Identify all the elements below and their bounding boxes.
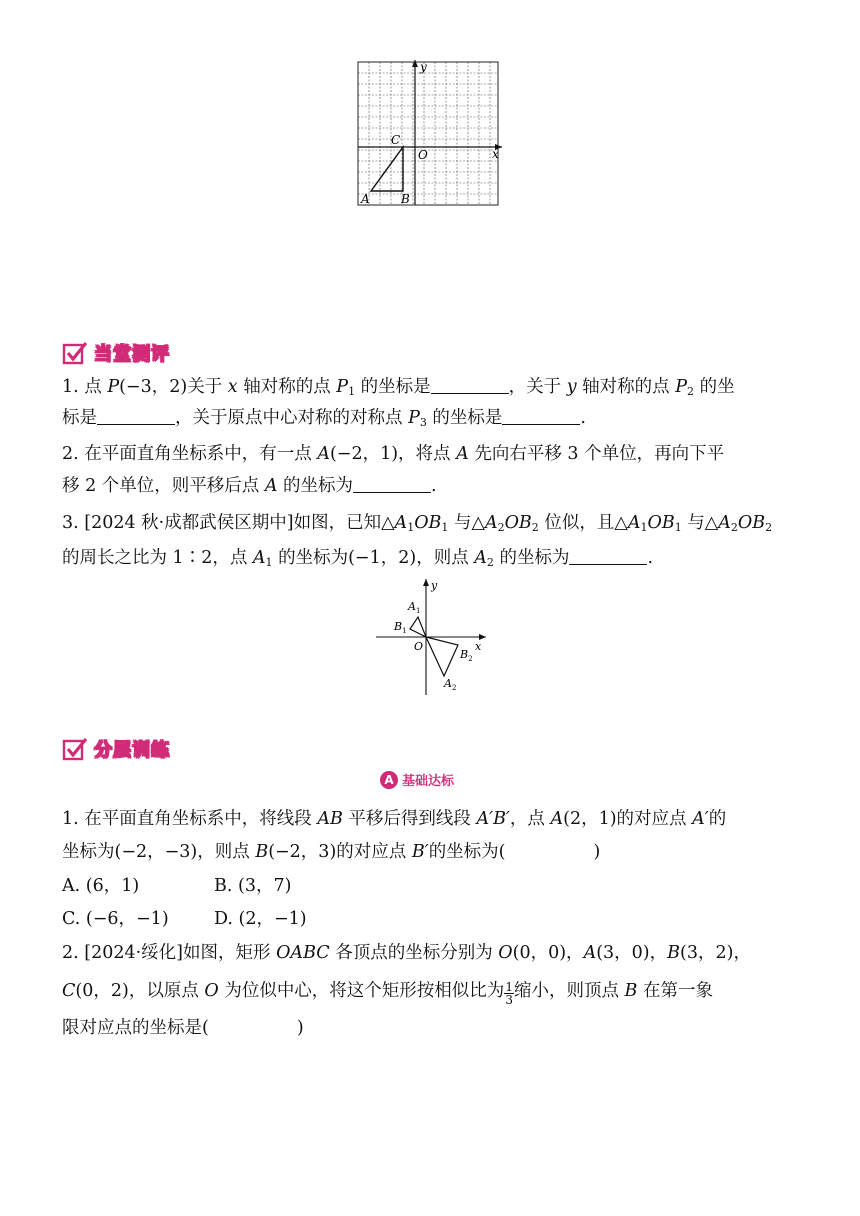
point-b2-label: $B_2$ <box>460 648 473 663</box>
origin-label: O <box>418 148 428 162</box>
option-b[interactable]: B. (3，7) <box>214 876 292 896</box>
quiz-q1-line2: 标是 ，关于原点中心对称的对称点 $P_3$ 的坐标是 . <box>62 408 586 429</box>
point-b-label: B <box>401 192 410 206</box>
answer-blank[interactable] <box>502 408 580 425</box>
point-a1-label: $A_1$ <box>408 600 421 615</box>
option-a[interactable]: A. (6，1) <box>62 876 140 896</box>
option-c[interactable]: C. (−6，−1) <box>62 909 169 929</box>
triangle-abc <box>371 147 403 191</box>
train-q1-line2: 坐标为(−2，−3)，则点 B(−2，3)的对应点 B′的坐标为( ) <box>62 842 601 862</box>
level-a-badge-icon: A <box>380 771 398 789</box>
quiz-q3-line2: 的周长之比为 1∶2，点 $A_1$ 的坐标为(−1，2)，则点 $A_2$ 的坐标为 . <box>62 548 654 569</box>
checkbox-check-icon <box>62 736 88 762</box>
train-q2-line3: 限对应点的坐标是( ) <box>62 1018 304 1038</box>
section-title-quiz: 当堂测评 <box>94 344 170 365</box>
y-axis-label: y <box>420 60 427 74</box>
section-header-training <box>62 734 170 764</box>
point-b1-label: $B_1$ <box>394 620 407 635</box>
homothety-figure <box>374 575 494 700</box>
level-a-title: 基础达标 <box>402 774 455 789</box>
point-a-label: A <box>361 192 370 206</box>
point-c-label: C <box>391 133 401 147</box>
train-q2-line1: 2. [2024·绥化]如图，矩形 OABC 各顶点的坐标分别为 O(0，0)，A(3，0)，B(3，2)， <box>62 943 751 963</box>
answer-blank[interactable] <box>97 408 175 425</box>
answer-blank[interactable] <box>431 377 509 394</box>
quiz-q2-line1: 2. 在平面直角坐标系中，有一点 A(−2，1)，将点 A 先向右平移 3 个单位，再向下平 <box>62 444 725 464</box>
grid-figure <box>356 58 506 208</box>
point-a2-label: $A_2$ <box>444 677 457 692</box>
train-q1-options-row1 <box>62 874 291 898</box>
y-axis-label: y <box>431 579 438 592</box>
triangle-a1ob1 <box>410 617 426 637</box>
level-a-header <box>380 770 454 789</box>
quiz-q2-line2: 移 2 个单位，则平移后点 A 的坐标为 . <box>62 476 437 496</box>
origin-label: O <box>414 640 424 653</box>
train-q1-options-row2 <box>62 907 307 931</box>
section-header-quiz <box>62 338 170 368</box>
fraction-one-third: $\frac{1}{3}$ <box>505 980 513 1007</box>
option-d[interactable]: D. (2，−1) <box>214 909 307 929</box>
x-axis-label: x <box>492 147 499 161</box>
train-q1-line1: 1. 在平面直角坐标系中，将线段 AB 平移后得到线段 A′B′，点 A(2，1)的对应点 A′的 <box>62 809 727 829</box>
checkbox-check-icon <box>62 340 88 366</box>
quiz-q3-line1: 3. [2024 秋·成都武侯区期中]如图，已知$\triangle A_1OB_1$ 与$\triangle A_2OB_2$ 位似，且$\triangle A_1OB_1$ 与$\triangle A_2OB_2$ <box>62 513 773 534</box>
quiz-q1-line1: 1. 点 P(−3，2)关于 x 轴对称的点 $P_1$ 的坐标是 ，关于 y 轴对称的点 $P_2$ 的坐 <box>62 377 735 398</box>
section-title-training: 分层训练 <box>94 740 170 761</box>
triangle-a2ob2 <box>426 637 458 676</box>
answer-blank[interactable] <box>569 548 647 565</box>
answer-blank[interactable] <box>353 476 431 493</box>
x-axis-label: x <box>475 640 482 653</box>
train-q2-line2: C(0，2)，以原点 O 为位似中心，将这个矩形按相似比为 $\frac{1}{3}$ 缩小，则顶点 B 在第一象 <box>62 980 713 1007</box>
